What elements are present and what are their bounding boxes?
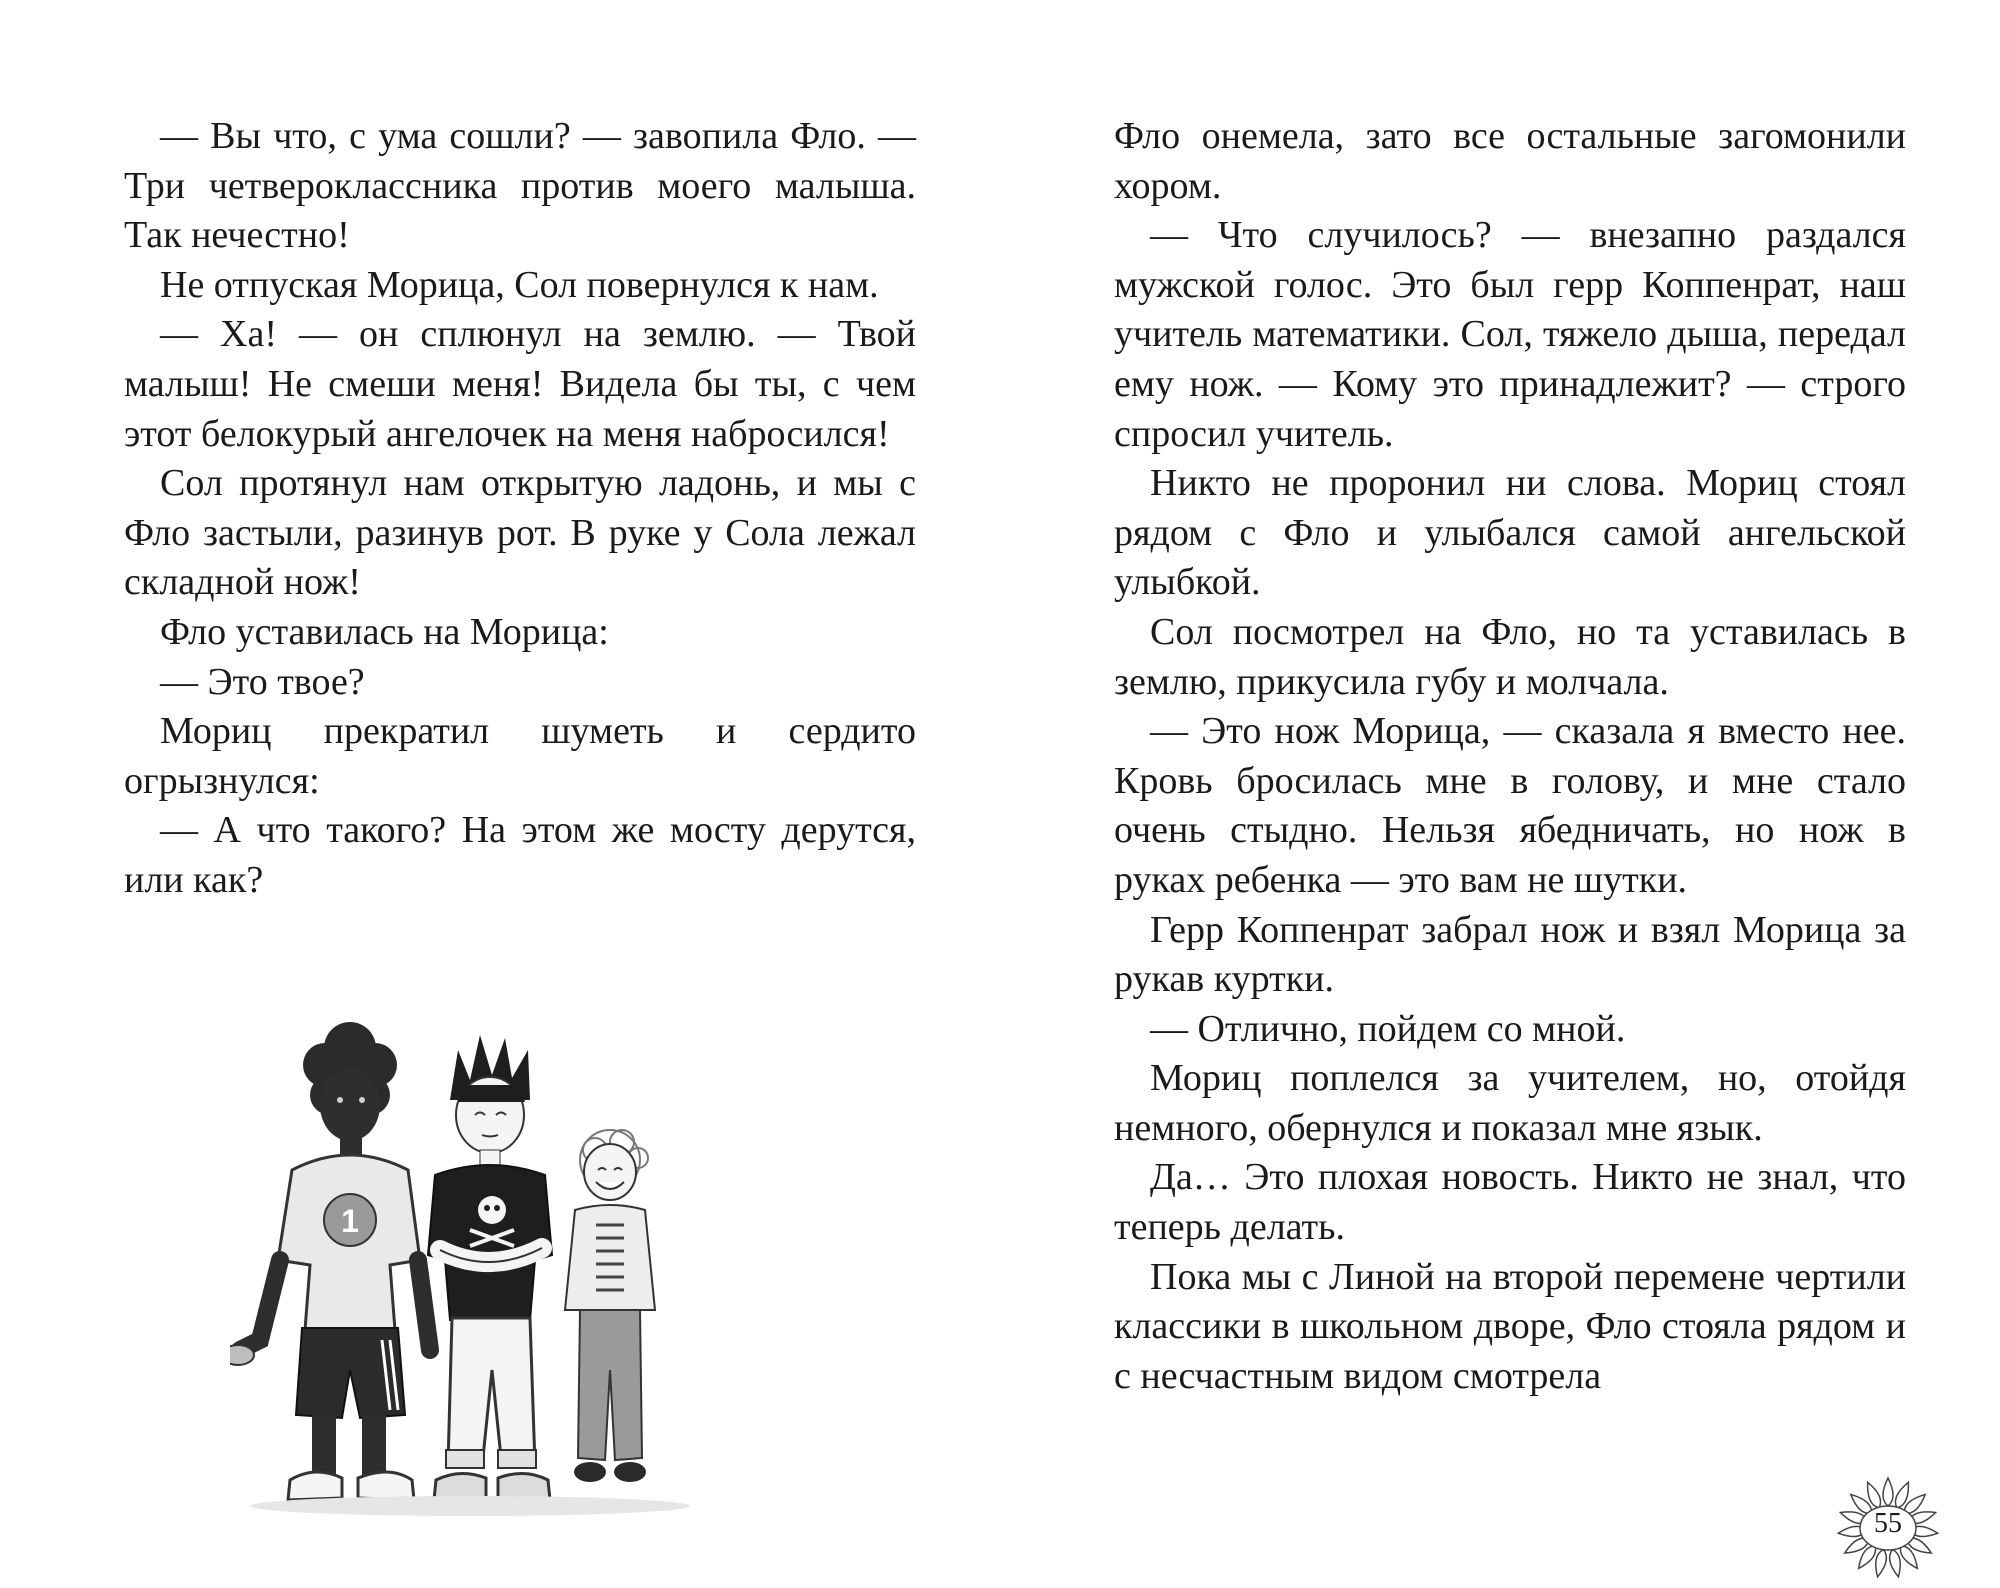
svg-text:1: 1 bbox=[341, 1203, 359, 1239]
child-blond-striped-shirt-figure bbox=[565, 1130, 655, 1482]
paragraph: Фло онемела, зато все остальные загомонили хором. bbox=[1114, 115, 1906, 207]
paragraph: — Это твое? bbox=[160, 660, 365, 703]
paragraph: Да… Это плохая новость. Никто не знал, что теперь делать. bbox=[1114, 1156, 1906, 1249]
paragraph: — Отлично, пойдем со мной. bbox=[1150, 1007, 1626, 1050]
paragraph: Сол посмотрел на Фло, но та уставилась в землю, прикусила губу и молчала. bbox=[1114, 610, 1906, 703]
paragraph: Пока мы с Линой на второй перемене чертили классики в школьном дворе, Фло стояла рядом и с несчастным видом смотрела bbox=[1114, 1255, 1906, 1397]
paragraph: Никто не проронил ни слова. Мориц стоял рядом с Фло и улыбался самой ангельской улыбкой. bbox=[1114, 462, 1906, 604]
paragraph: — А что такого? На этом же мосту дерутся, или как? bbox=[124, 809, 916, 901]
child-curly-hair-figure bbox=[230, 1022, 430, 1500]
paragraph: Мориц поплелся за учителем, но, отойдя немного, обернулся и показал мне язык. bbox=[1114, 1057, 1906, 1149]
page-number: 55 bbox=[1874, 1508, 1902, 1539]
right-page-text bbox=[1114, 112, 1906, 1401]
paragraph: Герр Коппенрат забрал нож и взял Морица за рукав куртки. bbox=[1114, 908, 1906, 1001]
child-skull-shirt-figure bbox=[428, 1035, 552, 1500]
paragraph: Фло уставилась на Морица: bbox=[160, 610, 609, 653]
paragraph: — Что случилось? — внезапно раздался мужской голос. Это был герр Коппенрат, наш учитель математики. Сол, тяжело дыша, передал ему нож. — Кому это принадлежит? — строго спросил учитель. bbox=[1114, 214, 1906, 455]
paragraph: — Ха! — он сплюнул на землю. — Твой малыш! Не смеши меня! Видела бы ты, с чем этот белокурый ангелочек на меня набросился! bbox=[124, 313, 916, 455]
paragraph: — Это нож Морица, — сказала я вместо нее. Кровь бросилась мне в голову, и мне стало очень стыдно. Нельзя ябедничать, но нож в руках ребенка — это вам не шутки. bbox=[1114, 710, 1906, 901]
left-page-text bbox=[124, 112, 916, 906]
children-illustration bbox=[230, 1010, 750, 1530]
paragraph: — Вы что, с ума сошли? — завопила Фло. — Три четвероклассника против моего малыша. Так нечестно! bbox=[124, 115, 916, 257]
paragraph: Мориц прекратил шуметь и сердито огрызнулся: bbox=[124, 710, 916, 802]
paragraph: Не отпуская Морица, Сол повернулся к нам. bbox=[160, 263, 879, 306]
paragraph: Сол протянул нам открытую ладонь, и мы с Фло застыли, разинув рот. В руке у Сола лежал складной нож! bbox=[124, 462, 916, 604]
ground-shadow bbox=[250, 1496, 690, 1516]
